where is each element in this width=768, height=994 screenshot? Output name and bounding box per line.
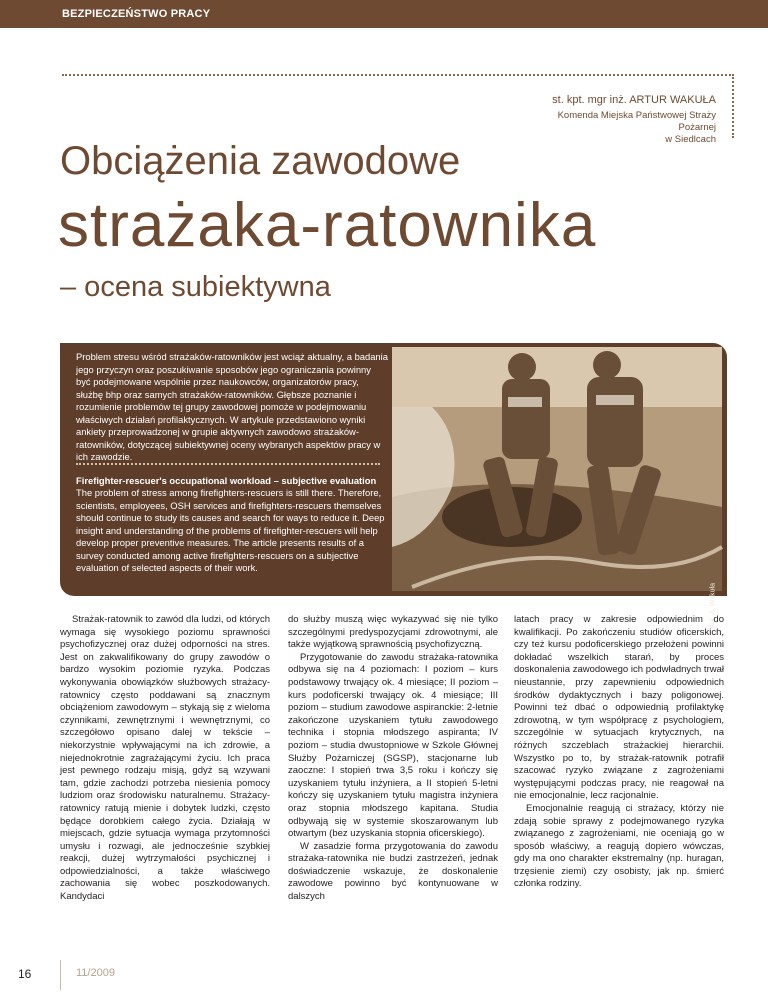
abstract-box (60, 343, 727, 629)
body-column-1 (60, 614, 270, 904)
paragraph: Przygotowanie do zawodu strażaka-ratownika odbywa się na 4 poziomach: I poziom – kurs podstawowy trwający ok. 4 miesiące; II poziom – kurs podoficerski trwający ok. 4 miesiące; III poziom – studium zawodowe aspiranckie: 2-letnie zakończone uzyskaniem tytułu zawodowego technika i stopnia młodszego aspiranta; IV poziom – studia dwustopniowe w Szkole Głównej Służby Pożarniczej (SGSP), stacjonarne lub zaoczne: I stopień trwa 3,5 roku i kończy się uzyskaniem tytułu inżyniera, a II stopień 5-letni kończy się uzyskaniem tytułu magistra inżyniera oraz stopnia młodszego kapitana. Studia odbywają się w systemie skoszarowanym lub otwartym (bez uzyskania stopnia oficerskiego). (288, 651, 498, 840)
body-column-3 (514, 614, 724, 891)
page-number: 16 (18, 967, 32, 981)
author-name: st. kpt. mgr inż. ARTUR WAKUŁA (552, 94, 716, 106)
abstract-english-title: Firefighter-rescuer's occupational workload – subjective evaluation (76, 475, 377, 486)
article-subtitle: – ocena subiektywna (60, 271, 331, 303)
article-title-line2: strażaka-ratownika (58, 191, 597, 260)
dotted-divider-vertical (732, 74, 734, 138)
firefighters-photo-illustration (392, 347, 722, 591)
body-column-2 (288, 614, 498, 904)
section-label: BEZPIECZEŃSTWO PRACY (62, 8, 211, 20)
photo-credit: Fot. A. Wakuła (709, 583, 716, 629)
paragraph: do służby muszą więc wykazywać się nie tylko szczególnymi predyspozycjami zdrowotnymi, ale także wyjątkową sprawnością psychofizyczną. (288, 614, 498, 651)
author-affiliation (536, 110, 716, 146)
affiliation-line: w Siedlcach (665, 134, 716, 145)
section-header-bar (0, 0, 768, 28)
article-title-line1: Obciążenia zawodowe (60, 139, 461, 183)
paragraph: latach pracy w zakresie odpowiednim do kwalifikacji. Po zakończeniu studiów oficerskich, czy też kursu podoficerskiego przełożeni powinni dokładać wszelkich starań, by proces doskonalenia zawodowego ich podwładnych trwał nieustannie, przy zapewnieniu odpowiednich środków dydaktycznych i bazy poligonowej. Powinni też dbać o odpowiednią profilaktykę zdrowotną, w tym współpracę z psychologiem, szczególnie w sytuacjach krytycznych, na różnych szczeblach strażackiej hierarchii. Wszystko po to, by strażak-ratownik potrafił szacować ryzyko związane z zagrożeniami występującymi podczas pracy, nie reagował na nie emocjonalnie, lecz racjonalnie. (514, 614, 724, 802)
firefighters-photo (392, 347, 722, 629)
footer-separator (60, 960, 61, 990)
paragraph: Strażak-ratownik to zawód dla ludzi, od których wymaga się wysokiego poziomu sprawności psychofizycznej oraz dużej odporności na stres. Jest on zakwalifikowany do grupy zawodów o bardzo wysokim poziomie ryzyka. Podczas wykonywania obowiązków służbowych strażacy-ratownicy często poddawani są znacznym obciążeniom zawodowym – stykają się z wieloma czynnikami, zewnętrznymi i wewnętrznymi, co szczegółowo opisano dalej w tekście – niekorzystnie wpływającymi na ich zdrowie, a niejednokrotnie zagrażającymi życiu. Ich praca jest pewnego rodzaju misją, gdyż są wzywani tam, gdzie zachodzi potrzeba niesienia pomocy ludziom oraz środowisku naturalnemu. Strażacy-ratownicy ratują mienie i dobytek ludzki, często będące dorobkiem całego życia. Działają w miejscach, gdzie sytuacja wymaga przytomności umysłu i rozwagi, ale jednocześnie szybkiej reakcji, dużej wytrzymałości psychicznej i odpowiedzialności, a także właściwego zachowania się wobec poszkodowanych. Kandydaci (60, 614, 271, 903)
affiliation-line: Komenda Miejska Państwowej Straży Pożarnej (557, 110, 716, 133)
dotted-divider (62, 74, 734, 76)
abstract-english: The problem of stress among firefighters-rescuers is still there. Therefore, scientists, employees, OSH services and firefighters-rescuers themselves should continue to study its causes and search for ways to reduce it. Deep insight and understanding of the problems of firefighter-rescuers will help develop proper preventive measures. The article presents results of a survey conducted among active firefighters-rescuers on a subjective evaluation of selected aspects of their work. (76, 487, 385, 573)
paragraph: Emocjonalnie reagują ci strażacy, którzy nie zdają sobie sprawy z podejmowanego ryzyka związanego z zagrożeniami, nie oceniają go w sposób właściwy, a reagują dopiero wówczas, gdy ma ono charakter ekstremalny (np. huragan, trzęsienie ziemi) czy osobisty, jak np. śmierć członka rodziny. (514, 802, 724, 890)
abstract-polish: Problem stresu wśród strażaków-ratowników jest wciąż aktualny, a badania jego przyczyn oraz poszukiwanie sposobów jego ograniczania powinny być podejmowane wspólnie przez naukowców, organizatorów pracy, służbę bhp oraz samych strażaków-ratowników. Głębsze poznanie i rozumienie problemów tej grupy zawodowej pomoże w podejmowaniu właściwych działań profilaktycznych. W artykule przedstawiono wyniki ankiety przeprowadzonej w grupie aktywnych zawodowo strażaków-ratowników, dotyczącej subiektywnej oceny wybranych aspektów pracy w ich zawodzie. (76, 351, 388, 462)
issue-number: 11/2009 (76, 967, 115, 979)
abstract-divider (76, 463, 380, 465)
paragraph: W zasadzie forma przygotowania do zawodu strażaka-ratownika nie budzi zastrzeżeń, jednak doświadczenie wskazuje, że doskonalenie zawodowe powinno być kontynuowane w dalszych (288, 840, 498, 903)
